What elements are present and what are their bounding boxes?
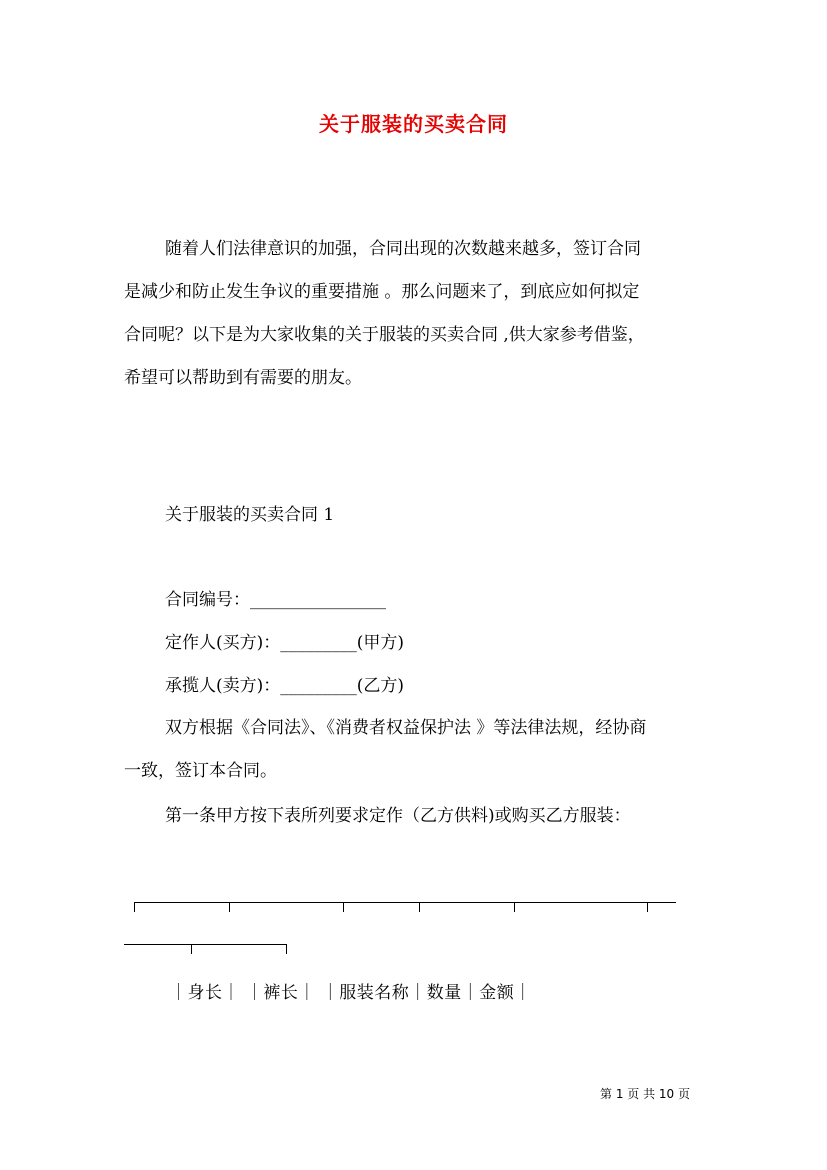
intro-line: 随着人们法律意识的加强，合同出现的次数越来越多，签订合同 <box>165 239 641 259</box>
buyer-field: 定作人(买方)：_________(甲方) <box>165 633 405 653</box>
table-tick <box>419 902 420 912</box>
table-tick <box>286 944 287 954</box>
table-second-rule <box>124 944 287 945</box>
table-header-row: ｜身长｜ ｜裤长｜ ｜服装名称｜数量｜金额｜ <box>170 983 532 1003</box>
intro-line: 是减少和防止发生争议的重要措施 。那么问题来了，到底应如何拟定 <box>124 282 640 302</box>
table-tick <box>343 902 344 912</box>
page-title: 关于服装的买卖合同 <box>319 112 508 136</box>
article-1: 第一条甲方按下表所列要求定作（乙方供料)或购买乙方服装： <box>165 806 631 826</box>
intro-line: 合同呢？以下是为大家收集的关于服装的买卖合同 ,供大家参考借鉴， <box>124 325 645 345</box>
agreement-line: 一致，签订本合同。 <box>124 761 277 781</box>
intro-line: 希望可以帮助到有需要的朋友。 <box>124 368 362 388</box>
page-footer: 第 1 页 共 10 页 <box>600 1087 690 1101</box>
seller-field: 承揽人(卖方)：_________(乙方) <box>165 676 405 696</box>
contract-number-field: 合同编号：________________ <box>165 590 386 610</box>
table-tick <box>647 902 648 912</box>
table-tick <box>229 902 230 912</box>
table-tick <box>191 944 192 954</box>
table-tick <box>514 902 515 912</box>
intro-paragraph <box>124 228 714 400</box>
table-top-rule <box>134 902 676 903</box>
agreement-paragraph <box>124 707 714 793</box>
agreement-line: 双方根据《合同法》、《消费者权益保护法 》等法律法规，经协商 <box>165 718 647 738</box>
table-tick <box>134 902 135 912</box>
section-heading: 关于服装的买卖合同 1 <box>165 505 335 525</box>
